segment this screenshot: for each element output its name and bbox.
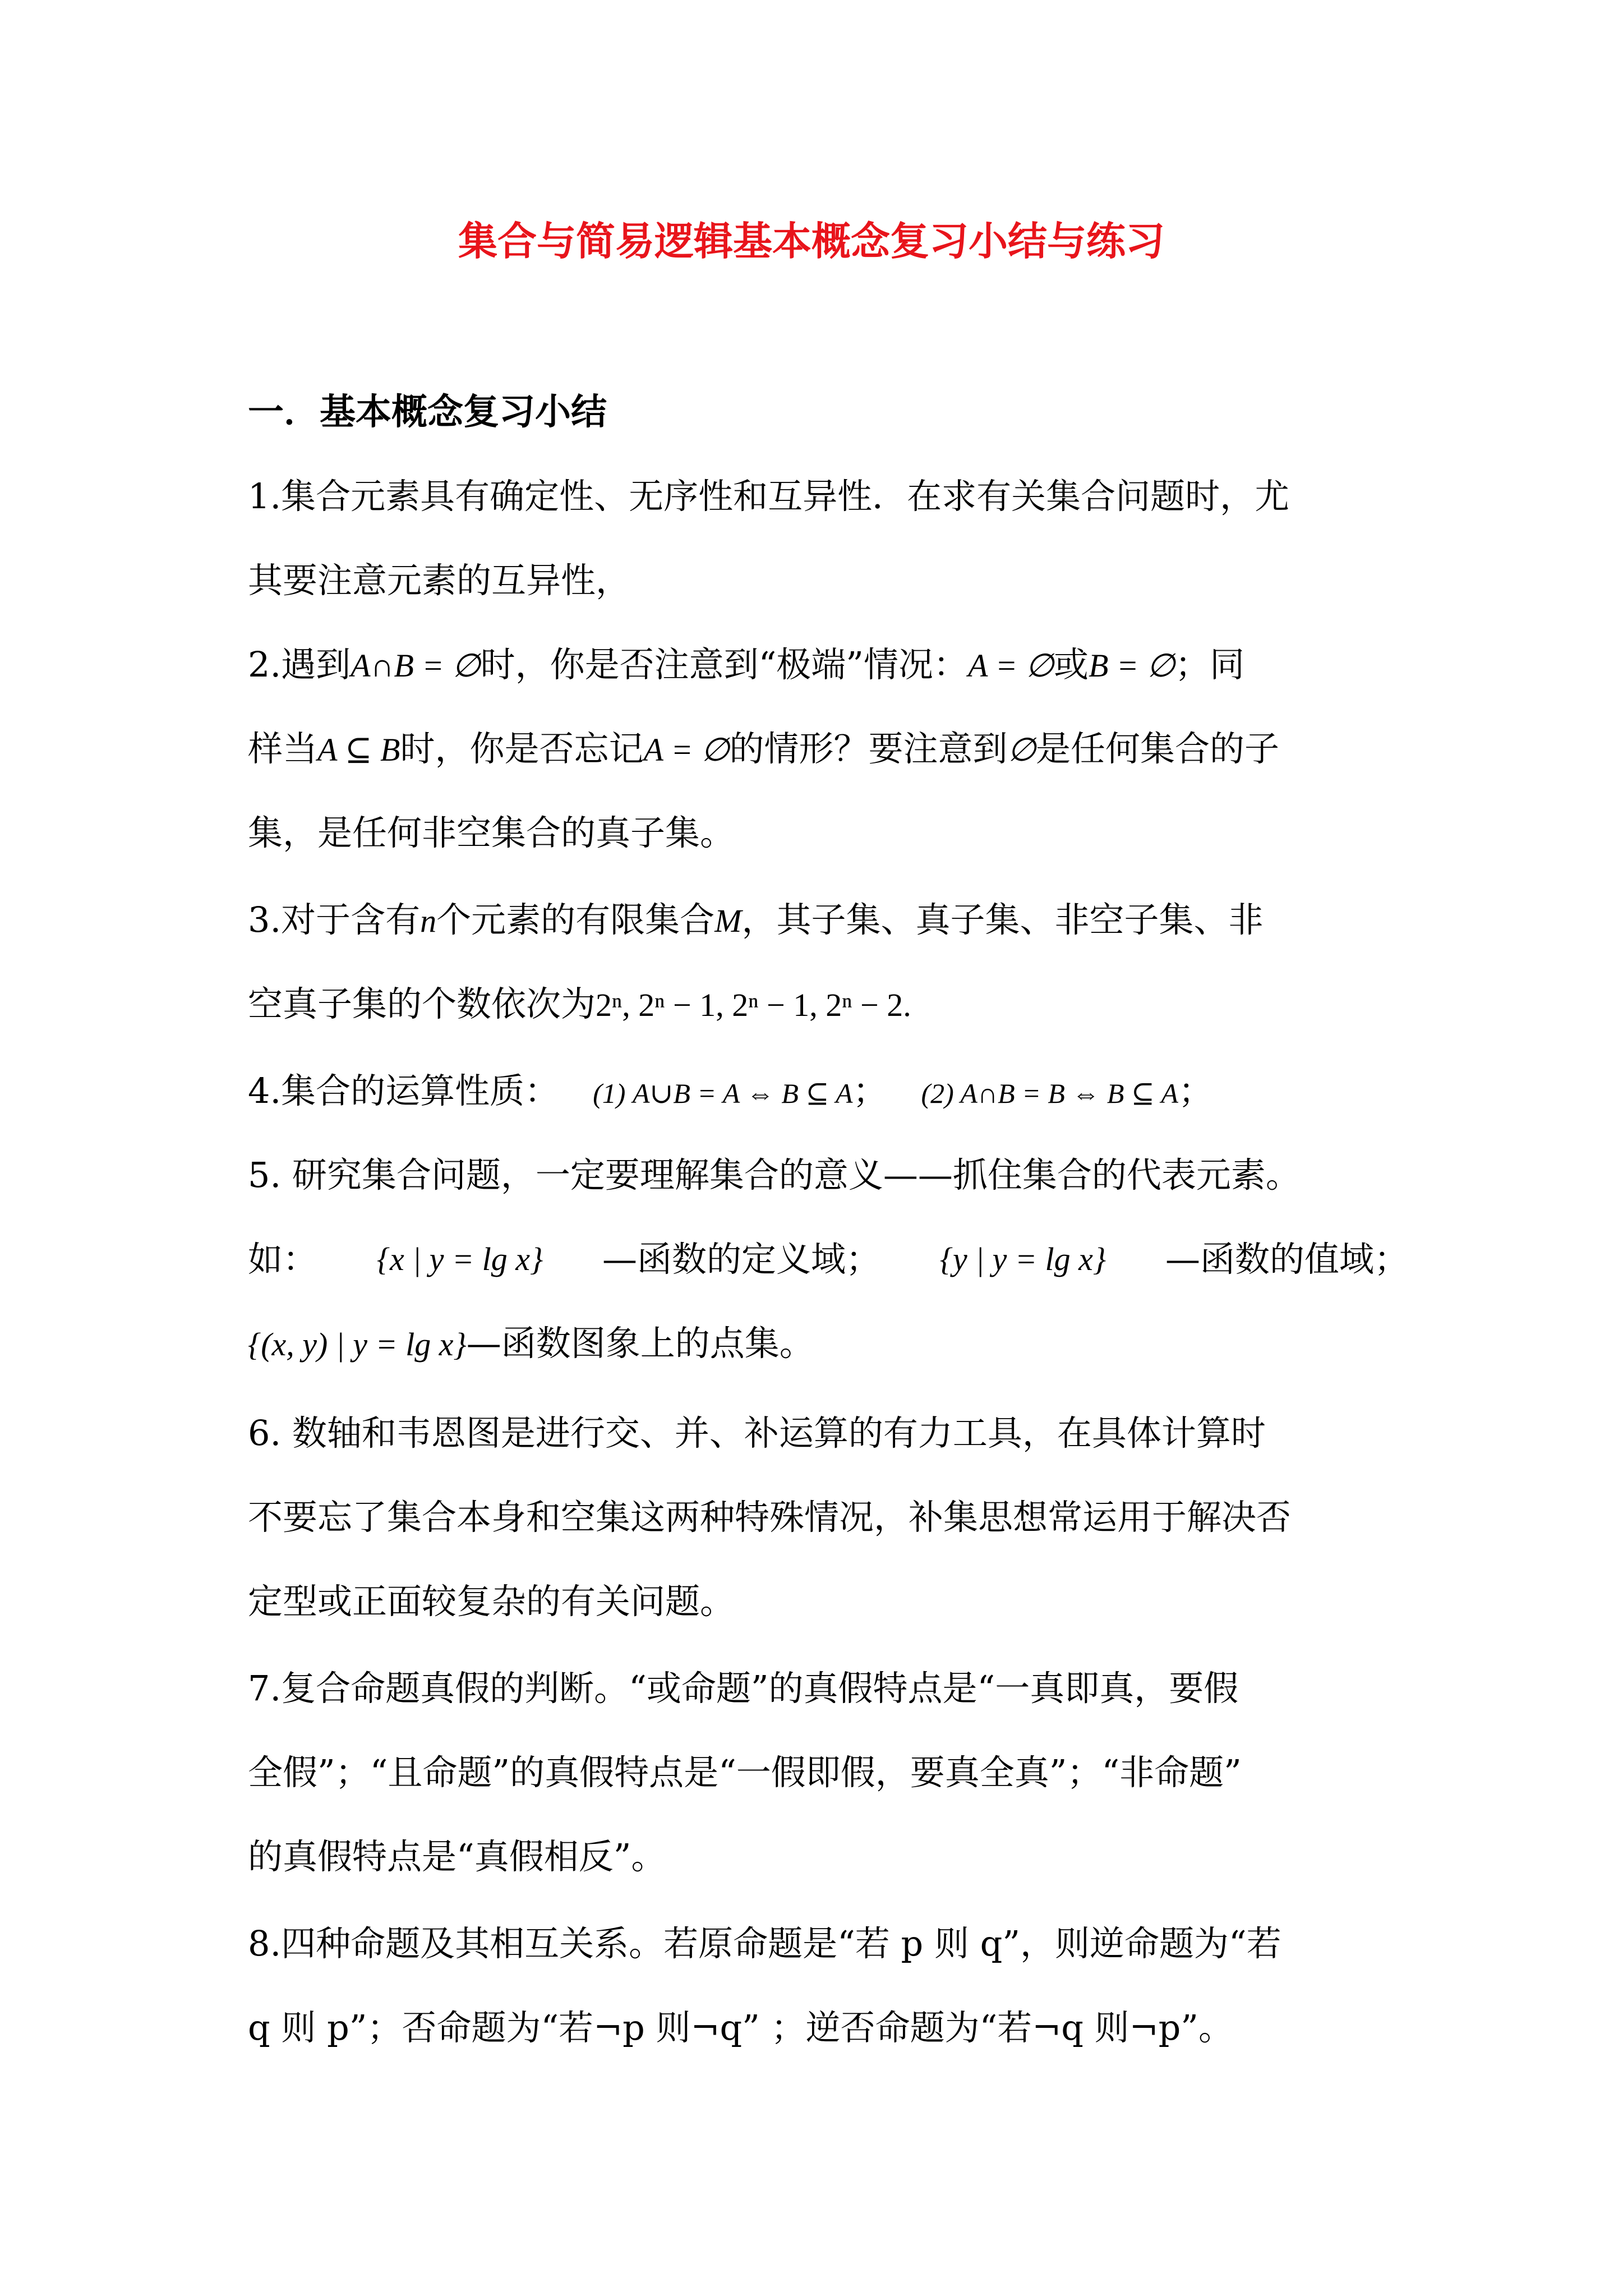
- text-run: 3.对于含有: [248, 899, 421, 940]
- text-run: ；: [852, 1070, 888, 1111]
- math-expression: A = ∅: [967, 647, 1054, 684]
- text-run: 4.集合的运算性质：: [248, 1070, 560, 1111]
- document-title: 集合与简易逻辑基本概念复习小结与练习: [458, 218, 1165, 264]
- text-run: 样当: [248, 728, 318, 769]
- paragraph-line: 集，是任何非空集合的真子集。: [248, 812, 735, 853]
- math-expression: A∩B = ∅: [351, 647, 481, 684]
- paragraph-line: [248, 712, 1409, 785]
- math-expression: {y | y = lg x}: [939, 1241, 1106, 1277]
- text-run: ，其子集、真子集、非空子集、非: [741, 899, 1264, 940]
- text-run: 如：: [248, 1239, 318, 1280]
- paragraph-line: [248, 1055, 1409, 1128]
- paragraph-line: 7.复合命题真假的判断。“或命题”的真假特点是“一真即真，要假: [248, 1668, 1239, 1709]
- text-run: 是任何集合的子: [1036, 728, 1280, 769]
- math-expression: M: [714, 903, 742, 939]
- paragraph-line: 1.集合元素具有确定性、无序性和互异性．在求有关集合问题时，尤: [248, 476, 1290, 517]
- math-expression: B = ∅: [1089, 647, 1175, 684]
- math-expression: (1) A∪B = A ⇔ B ⊆ A: [593, 1078, 853, 1109]
- paragraph-line: 的真假特点是“真假相反”。: [248, 1836, 666, 1877]
- text-run: 空真子集的个数依次为: [248, 983, 596, 1024]
- math-expression: n: [420, 903, 437, 939]
- paragraph-line: 6. 数轴和韦恩图是进行交、并、补运算的有力工具，在具体计算时: [248, 1412, 1266, 1453]
- paragraph-line: 其要注意元素的互异性，: [248, 560, 631, 601]
- paragraph-line: 全假”；“且命题”的真假特点是“一假即假，要真全真”；“非命题”: [248, 1752, 1242, 1793]
- paragraph-line: [248, 884, 1409, 956]
- text-run: —函数的值域；: [1165, 1239, 1409, 1280]
- math-expression: (2) A∩B = B ⇔ B ⊆ A: [921, 1078, 1178, 1109]
- paragraph-line: [248, 628, 1409, 701]
- math-expression: ∅: [1007, 731, 1036, 768]
- paragraph-line: [248, 1307, 1409, 1380]
- text-run: 的情形？要注意到: [729, 728, 1008, 769]
- paragraph-line: 定型或正面较复杂的有关问题。: [248, 1581, 735, 1622]
- text-run: ；: [1178, 1070, 1213, 1111]
- paragraph-line: [248, 1223, 1409, 1296]
- paragraph-line: q 则 p”；否命题为“若¬p 则¬q” ；逆否命题为“若¬q 则¬p”。: [248, 2007, 1233, 2048]
- paragraph-line: 5. 研究集合问题，一定要理解集合的意义——抓住集合的代表元素。: [248, 1154, 1301, 1195]
- text-run: —函数的定义域；: [602, 1239, 880, 1280]
- math-expression: A = ∅: [643, 731, 730, 768]
- math-expression: {(x, y) | y = lg x}: [248, 1326, 467, 1363]
- text-run: 时，你是否注意到“极端”情况：: [480, 644, 968, 685]
- text-run: 时，你是否忘记: [400, 728, 644, 769]
- text-run: 或: [1054, 644, 1089, 685]
- math-expression: {x | y = lg x}: [376, 1241, 543, 1277]
- text-run: —函数图象上的点集。: [466, 1323, 814, 1364]
- math-expression: A ⊆ B: [317, 731, 400, 768]
- paragraph-line: 8.四种命题及其相互关系。若原命题是“若 p 则 q”，则逆命题为“若: [248, 1923, 1281, 1964]
- text-run: 个元素的有限集合: [436, 899, 715, 940]
- section-heading: 一．基本概念复习小结: [248, 391, 607, 433]
- text-run: 2.遇到: [248, 644, 351, 685]
- math-expression: 2ⁿ, 2ⁿ − 1, 2ⁿ − 1, 2ⁿ − 2.: [596, 987, 911, 1023]
- paragraph-line: 不要忘了集合本身和空集这两种特殊情况，补集思想常运用于解决否: [248, 1497, 1292, 1538]
- text-run: ；同: [1175, 644, 1245, 685]
- paragraph-line: [248, 968, 1409, 1041]
